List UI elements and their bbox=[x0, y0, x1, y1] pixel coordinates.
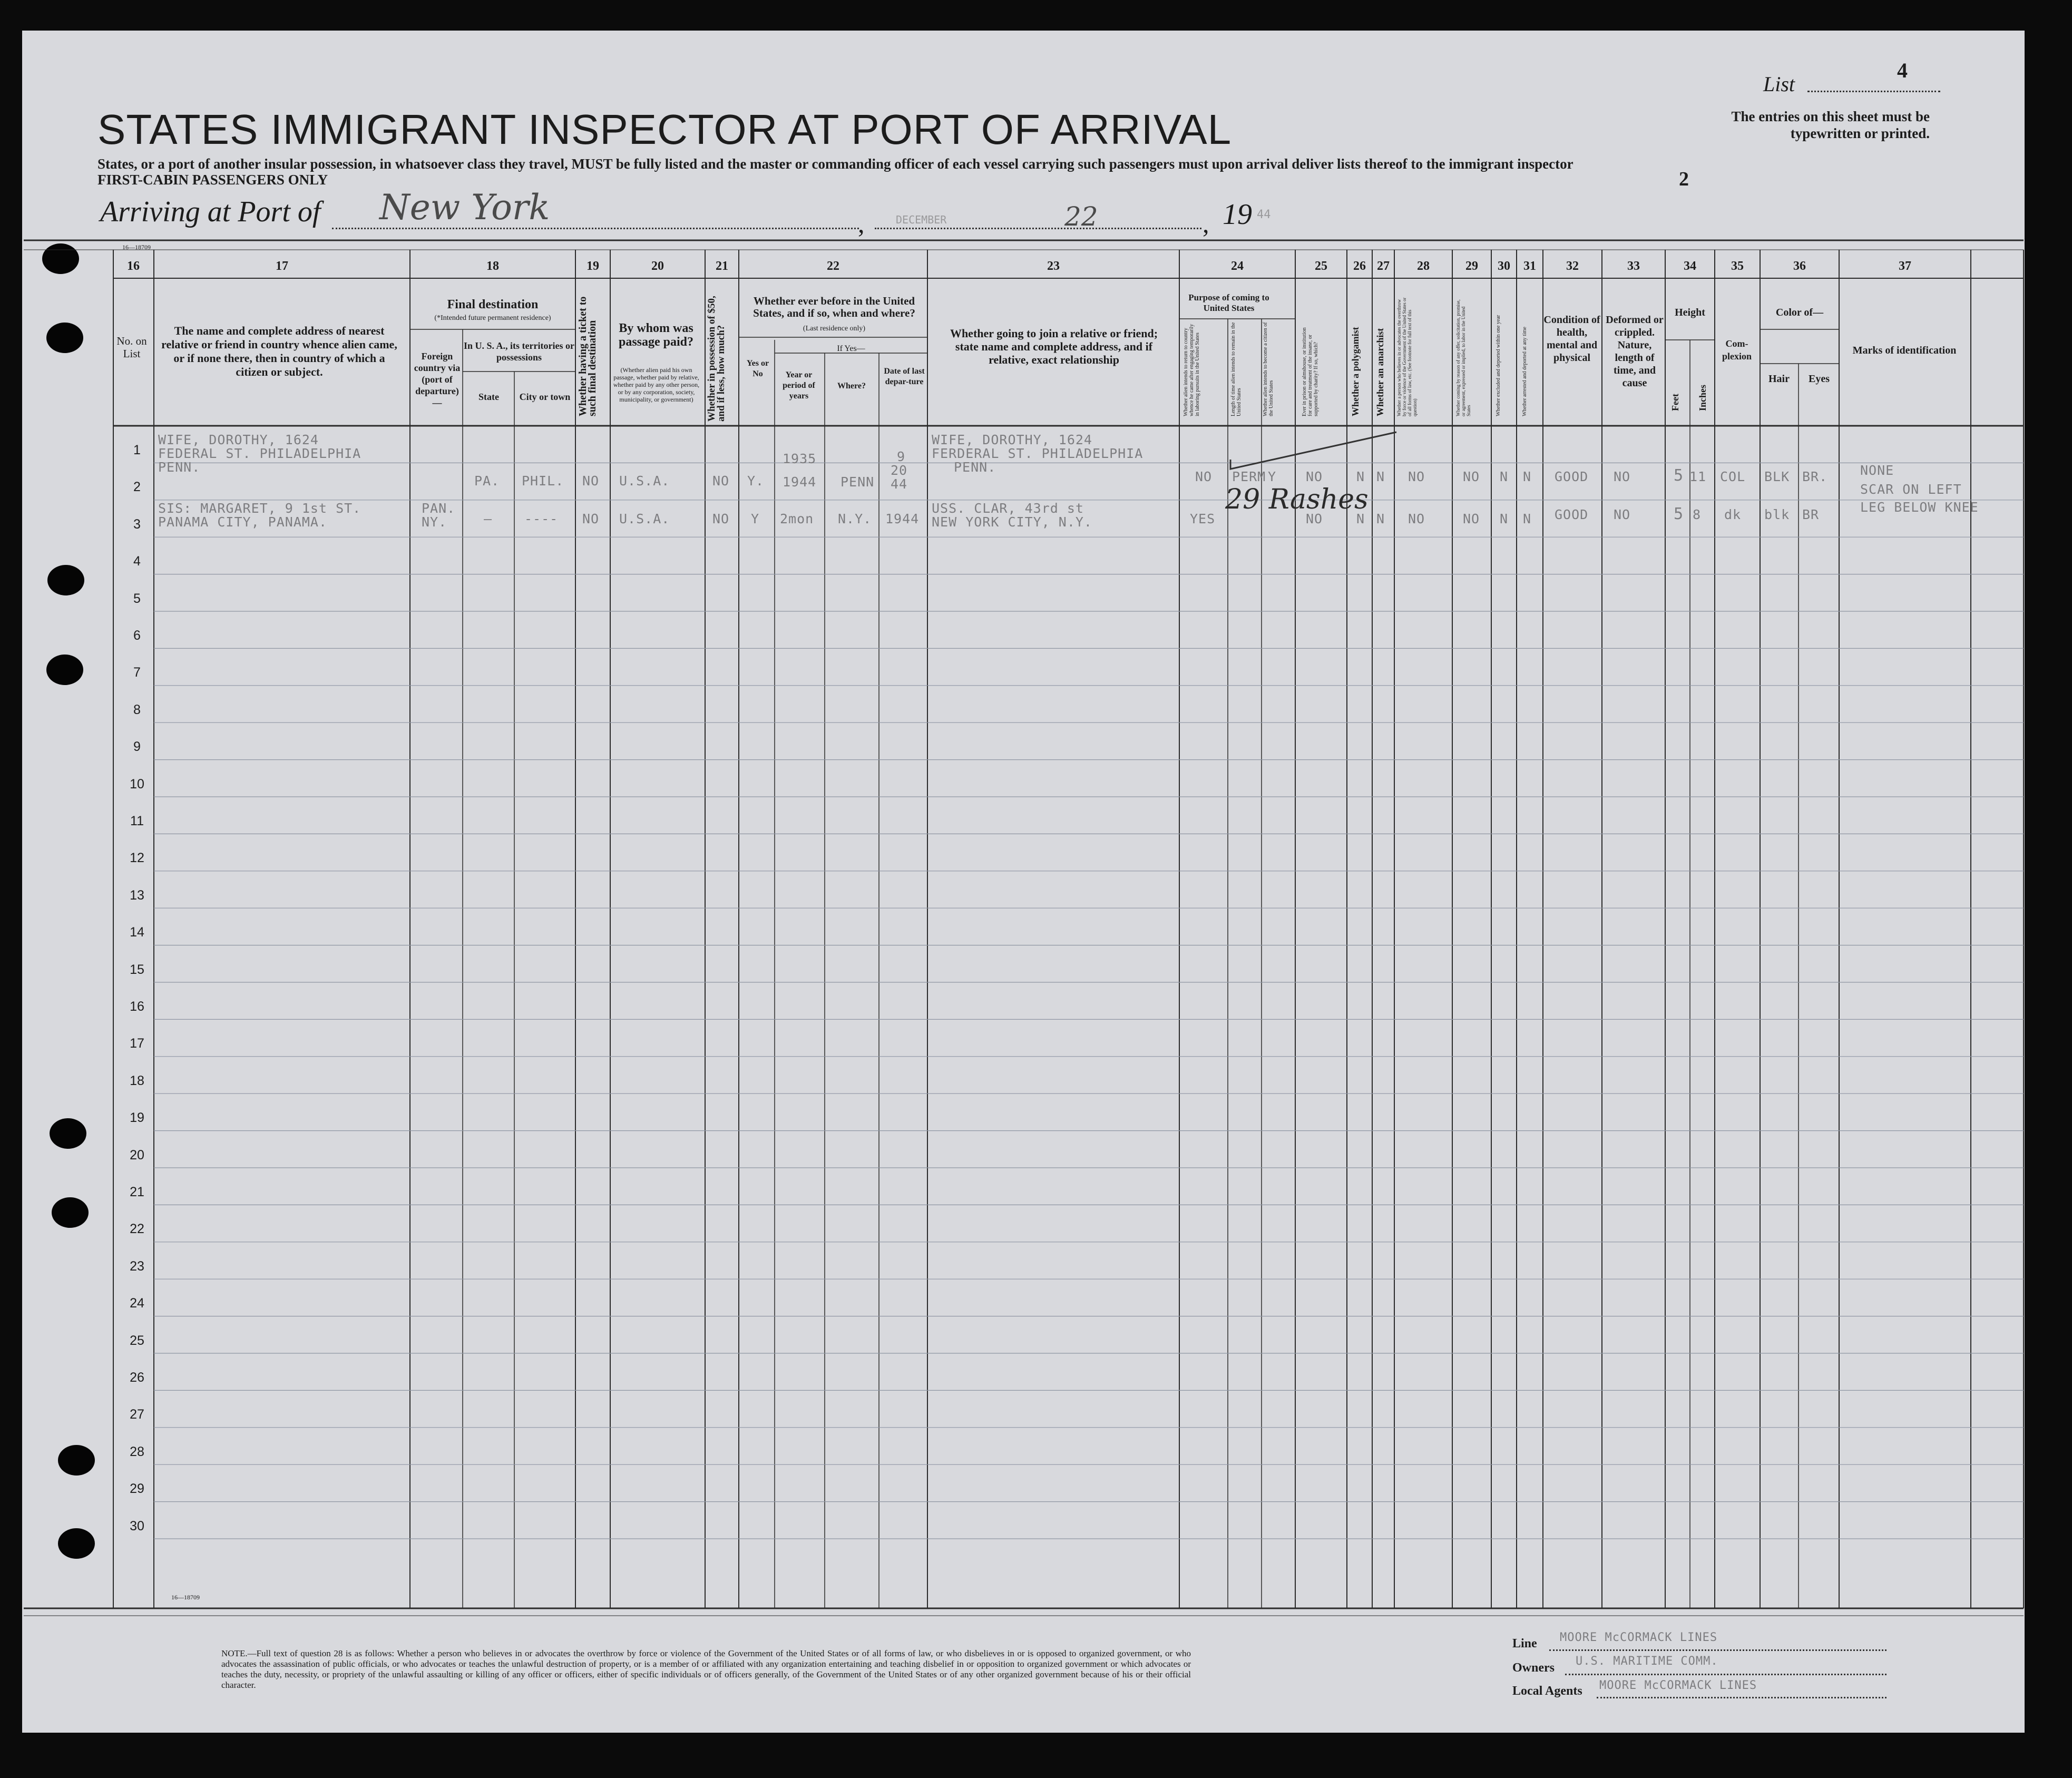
entry1-join: WIFE, DOROTHY, 1624 bbox=[932, 432, 1092, 447]
col24-length: Length of time alien intends to remain in the United States bbox=[1230, 322, 1242, 416]
entry2-anarchist: N bbox=[1376, 511, 1385, 526]
row-number: 29 bbox=[130, 1481, 144, 1497]
col27-header: Whether an anarchist bbox=[1375, 328, 1385, 416]
entry1-money: NO bbox=[712, 473, 730, 489]
row-number: 18 bbox=[130, 1073, 144, 1088]
manifest-sheet bbox=[22, 31, 2025, 1733]
column-number: 20 bbox=[651, 259, 664, 273]
entry2-join: USS. CLAR, 43rd st bbox=[932, 501, 1084, 516]
entry1-marks: NONE bbox=[1860, 463, 1894, 478]
entry1-q30: N bbox=[1500, 469, 1509, 484]
entry2-where: N.Y. bbox=[838, 511, 872, 526]
arriving-label: Arriving at Port of bbox=[100, 196, 321, 228]
row-number: 19 bbox=[130, 1110, 144, 1126]
entry1-state: PA. bbox=[474, 473, 500, 489]
punch-hole bbox=[50, 1118, 86, 1149]
column-number: 16 bbox=[127, 259, 140, 273]
entry2-q29: NO bbox=[1463, 511, 1480, 526]
col23-header: Whether going to join a relative or friend; state name and complete address, and if relative, exact relationship bbox=[950, 327, 1158, 366]
row-number: 5 bbox=[133, 591, 141, 606]
column-number: 21 bbox=[716, 259, 728, 273]
row-number: 16 bbox=[130, 999, 144, 1014]
entry1-relative-2: FEDERAL ST. PHILADELPHIA bbox=[158, 446, 361, 461]
row-number: 2 bbox=[133, 480, 141, 495]
row-number: 26 bbox=[130, 1370, 144, 1385]
year-prefix: 19 bbox=[1223, 198, 1252, 231]
entry2-ticket: NO bbox=[582, 511, 600, 526]
entry2-hair: blk bbox=[1764, 507, 1790, 522]
col19-header: Whether having a ticket to such final destination bbox=[577, 296, 598, 416]
entry1-polygamist: N bbox=[1356, 469, 1365, 484]
entry2-health: GOOD bbox=[1555, 507, 1589, 522]
entry2-complexion: dk bbox=[1724, 507, 1742, 522]
col24-title: Purpose of coming to United States bbox=[1188, 292, 1269, 313]
row-number: 23 bbox=[130, 1258, 144, 1274]
col18-foreign: Foreign country via (port of departure)— bbox=[414, 351, 461, 408]
entry1-hair: BLK bbox=[1764, 469, 1790, 484]
entry2-city: ---- bbox=[524, 511, 559, 526]
entry2-feet: 5 bbox=[1674, 505, 1684, 523]
row-number: 13 bbox=[130, 887, 144, 903]
row-number: 12 bbox=[130, 851, 144, 866]
entry2-join-2: NEW YORK CITY, N.Y. bbox=[932, 514, 1092, 530]
col22-year: Year or period of years bbox=[783, 370, 815, 400]
entry2-state: — bbox=[484, 511, 493, 526]
row-number: 27 bbox=[130, 1407, 144, 1422]
col36-eyes: Eyes bbox=[1809, 373, 1830, 385]
year-suffix: 44 bbox=[1257, 208, 1271, 221]
column-number: 28 bbox=[1417, 259, 1430, 273]
punch-hole bbox=[42, 243, 79, 274]
row-number: 3 bbox=[133, 516, 141, 532]
column-number: 23 bbox=[1047, 259, 1060, 273]
row-number: 22 bbox=[130, 1222, 144, 1237]
entry1-ticket: NO bbox=[582, 473, 600, 489]
row-number: 14 bbox=[130, 925, 144, 940]
col25-header: Ever in prison or almshouse, or institution for care and treatment of the insane, or supported by charity? If so, which? bbox=[1302, 327, 1319, 416]
entry2-foreign: PAN. bbox=[422, 501, 456, 516]
row-number: 11 bbox=[130, 814, 144, 828]
punch-hole bbox=[46, 323, 83, 353]
handwritten-annotation: 29 Rashes bbox=[1225, 484, 1369, 515]
entry2-years: 2mon bbox=[780, 511, 814, 526]
entry1-deformed: NO bbox=[1614, 469, 1631, 484]
column-number: 22 bbox=[827, 259, 839, 273]
col36-hair: Hair bbox=[1768, 373, 1790, 385]
entry1-anarchist: N bbox=[1376, 469, 1385, 484]
entry1-prison: NO bbox=[1306, 469, 1323, 484]
owners-value: U.S. MARITIME COMM. bbox=[1576, 1655, 1718, 1668]
col20-title: By whom was passage paid? bbox=[618, 321, 694, 349]
entry1-complexion: COL bbox=[1720, 469, 1746, 484]
entry2-marks-2: LEG BELOW KNEE bbox=[1860, 500, 1979, 515]
agents-value: MOORE McCORMACK LINES bbox=[1599, 1679, 1757, 1692]
col22-where: Where? bbox=[837, 382, 866, 390]
col34-header: Height bbox=[1675, 307, 1705, 318]
col18-state: State bbox=[478, 392, 499, 402]
entry1-eyes: BR. bbox=[1802, 469, 1828, 484]
line-label: Line bbox=[1512, 1637, 1537, 1650]
col34-feet: Feet bbox=[1670, 394, 1680, 411]
row-number: 1 bbox=[133, 443, 141, 457]
owners-label: Owners bbox=[1512, 1661, 1555, 1675]
col18-usa: In U. S. A., its territories or possessions bbox=[464, 340, 574, 363]
agents-label: Local Agents bbox=[1512, 1684, 1582, 1698]
col18-city: City or town bbox=[519, 392, 571, 402]
entry1-where: PENN bbox=[840, 474, 875, 490]
port-name: New York bbox=[379, 187, 550, 228]
punch-hole bbox=[52, 1197, 89, 1228]
entry2-before: Y bbox=[751, 511, 760, 526]
entry2-paid-by: U.S.A. bbox=[619, 511, 670, 526]
column-number: 33 bbox=[1627, 259, 1640, 273]
col24-citizen: Whether alien intends to become a citizen of the United States bbox=[1263, 322, 1274, 416]
entry1-years: 1935 bbox=[783, 451, 817, 466]
col22-title: Whether ever before in the United States, and if so, when and where? bbox=[753, 295, 915, 319]
column-number: 30 bbox=[1498, 259, 1510, 273]
entry1-relative: WIFE, DOROTHY, 1624 bbox=[158, 432, 319, 447]
col18-note: (*Intended future permanent residence) bbox=[434, 314, 551, 322]
col35-header: Com-plexion bbox=[1722, 338, 1752, 362]
row-number: 7 bbox=[133, 665, 141, 680]
entry2-relative: SIS: MARGARET, 9 1st ST. bbox=[158, 501, 361, 516]
entry1-join-2: FERDERAL ST. PHILADELPHIA bbox=[932, 446, 1143, 461]
entry1-date: 9 bbox=[897, 449, 906, 464]
column-number: 34 bbox=[1684, 259, 1696, 273]
entry2-q30: N bbox=[1500, 511, 1509, 526]
column-number: 24 bbox=[1231, 259, 1244, 273]
entry1-relative-3: PENN. bbox=[158, 460, 201, 475]
row-number: 8 bbox=[133, 702, 141, 717]
entry2-date: 1944 bbox=[885, 511, 920, 526]
entry1-paid-by: U.S.A. bbox=[619, 473, 670, 489]
column-number: 35 bbox=[1731, 259, 1744, 273]
entry1-years-2: 1944 bbox=[783, 474, 817, 490]
row-number: 17 bbox=[130, 1036, 144, 1051]
col31-header: Whether arrested and deported at any time bbox=[1522, 327, 1528, 416]
col22-note: (Last residence only) bbox=[803, 325, 866, 333]
entry2-relative-2: PANAMA CITY, PANAMA. bbox=[158, 514, 328, 530]
entry1-length: PERM bbox=[1232, 469, 1266, 484]
col24-return: Whether alien intends to return to country whence he came after engaging temporarily in laboring pursuits in the United States bbox=[1183, 324, 1200, 416]
entry1-city: PHIL. bbox=[522, 473, 564, 489]
entry2-polygamist: N bbox=[1356, 511, 1365, 526]
column-number: 27 bbox=[1377, 259, 1390, 273]
punch-hole bbox=[58, 1445, 95, 1476]
entry2-q31: N bbox=[1523, 511, 1532, 526]
arrival-day: 22 bbox=[1064, 201, 1098, 232]
col28-header: Whether a person who believes in or advocates the overthrow by force or violence of the Government of the United States or of all forms of law, etc. (See footnote for full text of this question) bbox=[1396, 297, 1418, 416]
row-number: 30 bbox=[130, 1518, 144, 1533]
form-title: STATES IMMIGRANT INSPECTOR AT PORT OF ARRIVAL bbox=[97, 106, 1232, 153]
col33-header: Deformed or crippled. Nature, length of time, and cause bbox=[1606, 314, 1664, 389]
column-number: 26 bbox=[1353, 259, 1366, 273]
entry1-feet: 5 bbox=[1674, 466, 1684, 485]
col34-inches: Inches bbox=[1697, 384, 1708, 411]
column-number: 32 bbox=[1566, 259, 1579, 273]
entry2-money: NO bbox=[712, 511, 730, 526]
row-number: 15 bbox=[130, 962, 144, 977]
entry1-citizen: Y bbox=[1268, 469, 1277, 484]
entry1-q29: NO bbox=[1463, 469, 1480, 484]
form-subtitle: States, or a port of another insular possession, in whatsoever class they travel, MUST be fully listed and the master or commanding officer of each vessel carrying such passengers must upon arrival deliver lists thereof to the immigrant inspector bbox=[97, 156, 1573, 172]
row-number: 25 bbox=[130, 1333, 144, 1348]
row-number: 4 bbox=[133, 554, 141, 569]
row-number: 10 bbox=[130, 776, 144, 792]
col32-header: Condition of health, mental and physical bbox=[1543, 314, 1600, 364]
entry2-inches: 8 bbox=[1693, 507, 1702, 522]
col29-header: Whether coming by reason of any offer, solicitation, promise, or agreement, expressed or implied, to labor in the United States bbox=[1455, 299, 1471, 416]
punch-hole bbox=[47, 565, 84, 595]
column-number: 18 bbox=[486, 259, 499, 273]
row-number: 20 bbox=[130, 1147, 144, 1162]
column-number: 25 bbox=[1315, 259, 1327, 273]
entry1-q31: N bbox=[1523, 469, 1532, 484]
entry1-date-2: 20 bbox=[891, 463, 908, 478]
entry1-inches: 11 bbox=[1689, 469, 1707, 484]
entry1-health: GOOD bbox=[1555, 469, 1589, 484]
col36-header: Color of— bbox=[1775, 307, 1824, 318]
col21-header: Whether in possession of $50, and if less, how much? bbox=[706, 296, 727, 422]
entry1-q28: NO bbox=[1408, 469, 1425, 484]
row-number: 21 bbox=[130, 1185, 144, 1199]
col17-header: The name and complete address of nearest relative or friend in country whence alien came, or if none there, then in country of which a citizen or subject. bbox=[161, 324, 397, 378]
row-number: 28 bbox=[130, 1444, 144, 1459]
arrival-month: DECEMBER bbox=[896, 213, 947, 226]
list-label: List bbox=[1763, 72, 1795, 96]
entry1-return: NO bbox=[1195, 469, 1213, 484]
class-line: FIRST-CABIN PASSENGERS ONLY bbox=[97, 172, 328, 188]
entry1-date-3: 44 bbox=[891, 476, 908, 492]
col26-header: Whether a polygamist bbox=[1350, 327, 1361, 416]
col18-title: Final destination bbox=[447, 298, 539, 311]
entry2-foreign-2: NY. bbox=[422, 514, 447, 530]
row-number: 6 bbox=[133, 628, 141, 643]
punch-hole bbox=[58, 1528, 95, 1559]
entry1-join-3: PENN. bbox=[954, 460, 996, 475]
col16-header: No. on List bbox=[116, 335, 147, 360]
col20-note: (Whether alien paid his own passage, whether paid by relative, whether paid by any other person, or by any corporation, society, municipality, or government) bbox=[613, 366, 700, 403]
entry2-q28: NO bbox=[1408, 511, 1425, 526]
column-number: 31 bbox=[1523, 259, 1536, 273]
row-number: 24 bbox=[130, 1296, 144, 1311]
form-code-bottom: 16—18709 bbox=[171, 1594, 200, 1601]
typewritten-notice: The entries on this sheet must be typewritten or printed. bbox=[1731, 109, 1930, 141]
punch-hole bbox=[46, 654, 83, 685]
col22-ifyes: If Yes— bbox=[837, 344, 865, 353]
entry1-before: Y. bbox=[747, 473, 765, 489]
entry2-marks: SCAR ON LEFT bbox=[1860, 482, 1962, 497]
column-number: 19 bbox=[587, 259, 599, 273]
entry2-deformed: NO bbox=[1614, 507, 1631, 522]
col37-header: Marks of identification bbox=[1852, 345, 1957, 356]
column-number: 36 bbox=[1793, 259, 1806, 273]
col22-yesno: Yes or No bbox=[746, 359, 769, 378]
row-number: 9 bbox=[133, 739, 141, 755]
col22-date: Date of last depar-ture bbox=[884, 367, 925, 386]
form-code: 16—18709 bbox=[122, 243, 151, 251]
entry2-prison: NO bbox=[1306, 511, 1323, 526]
entry2-return: YES bbox=[1190, 511, 1216, 526]
column-number: 17 bbox=[276, 259, 288, 273]
column-number: 37 bbox=[1899, 259, 1911, 273]
column-number: 29 bbox=[1465, 259, 1478, 273]
list-number: 4 bbox=[1897, 58, 1908, 82]
page-number: 2 bbox=[1679, 168, 1689, 190]
footnote-q28: NOTE.—Full text of question 28 is as follows: Whether a person who believes in or advocates the overthrow by force or violence of the Government of the United States or of all forms of law, or who disbelieves in or is opposed to organized government, or who advocates the assassination of public officials, or who advocates or teaches the unlawful destruction of property, or is a member of or affiliated with any organization entertaining and teaching disbelief in or opposition to organized government or which advocates or teaches the duty, necessity, or propriety of the unlawful assaulting or killing of any officer or officers, either of specific individuals or of officers generally, of the Government of the United States or of any other organized government because of his or their official character. bbox=[221, 1648, 1191, 1690]
line-value: MOORE McCORMACK LINES bbox=[1560, 1631, 1718, 1644]
col30-header: Whether excluded and deported within one year bbox=[1496, 315, 1501, 416]
entry2-eyes: BR bbox=[1802, 507, 1820, 522]
